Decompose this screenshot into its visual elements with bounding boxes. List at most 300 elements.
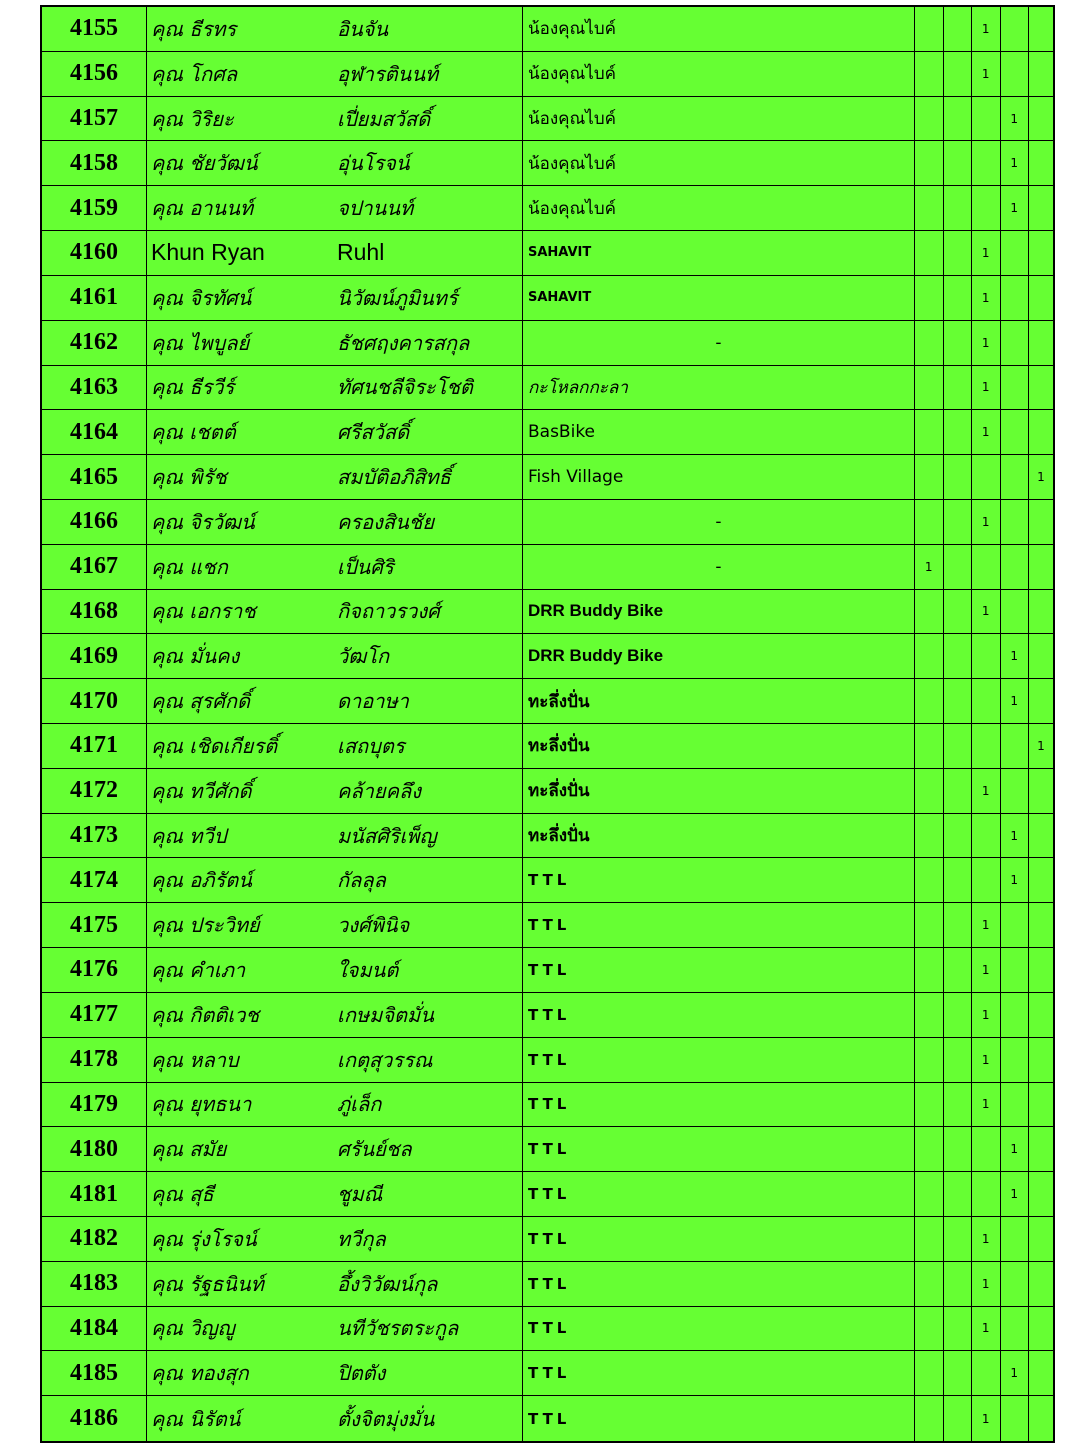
category-flag-5: [1029, 500, 1053, 544]
category-flag-3: [972, 545, 1001, 589]
category-flag-2: [944, 1217, 973, 1261]
runner-number: 4167: [42, 545, 147, 589]
category-flag-4: 1: [1001, 141, 1030, 185]
category-flag-2: [944, 590, 973, 634]
category-flag-1: [915, 1396, 944, 1441]
name-cell: [147, 500, 523, 544]
club-name: TTL: [523, 1396, 915, 1441]
runner-number: 4171: [42, 724, 147, 768]
runner-number: 4166: [42, 500, 147, 544]
table-row: [42, 545, 1053, 590]
category-flag-5: [1029, 231, 1053, 275]
club-name: น้องคุณไบค์: [523, 141, 915, 185]
runner-number: 4183: [42, 1262, 147, 1306]
category-flag-2: [944, 1172, 973, 1216]
last-name: วัฒโก: [337, 644, 390, 669]
last-name: คล้ายคลึง: [337, 778, 421, 803]
category-flag-4: [1001, 903, 1030, 947]
club-name: TTL: [523, 1038, 915, 1082]
category-flag-2: [944, 948, 973, 992]
name-cell: [147, 724, 523, 768]
runner-number: 4163: [42, 366, 147, 410]
club-name: น้องคุณไบค์: [523, 186, 915, 230]
runner-number: 4174: [42, 858, 147, 902]
first-name: คุณ ไพบูลย์: [151, 330, 250, 355]
category-flag-1: [915, 993, 944, 1037]
last-name: อุฬารตินนท์: [337, 61, 439, 86]
runner-number: 4159: [42, 186, 147, 230]
category-flag-4: [1001, 1262, 1030, 1306]
category-flag-5: [1029, 321, 1053, 365]
first-name: คุณ หลาบ: [151, 1047, 239, 1072]
category-flag-2: [944, 545, 973, 589]
category-flag-3: 1: [972, 410, 1001, 454]
name-cell: [147, 1083, 523, 1127]
category-flag-1: [915, 97, 944, 141]
last-name: กัลลุล: [337, 868, 386, 893]
first-name: คุณ ธีรทร: [151, 16, 237, 41]
runner-number: 4155: [42, 7, 147, 51]
category-flag-3: 1: [972, 276, 1001, 320]
club-name: -: [523, 321, 915, 365]
club-name: TTL: [523, 858, 915, 902]
last-name: ตั้งจิตมุ่งมั่น: [337, 1406, 435, 1431]
table-row: [42, 455, 1053, 500]
category-flag-4: 1: [1001, 634, 1030, 678]
category-flag-5: [1029, 1396, 1053, 1441]
category-flag-1: [915, 903, 944, 947]
category-flag-4: 1: [1001, 1127, 1030, 1171]
category-flag-5: [1029, 366, 1053, 410]
category-flag-1: [915, 366, 944, 410]
first-name: คุณ อานนท์: [151, 196, 254, 221]
last-name: กิจถาวรวงศ์: [337, 599, 440, 624]
club-name: TTL: [523, 1127, 915, 1171]
table-row: [42, 1307, 1053, 1352]
category-flag-5: 1: [1037, 470, 1045, 485]
runner-number: 4180: [42, 1127, 147, 1171]
category-flag-3: [972, 679, 1001, 723]
table-row: [42, 858, 1053, 903]
category-flag-5: [1029, 545, 1053, 589]
table-row: [42, 1083, 1053, 1128]
club-name: -: [523, 545, 915, 589]
runner-number: 4181: [42, 1172, 147, 1216]
club-name: -: [523, 500, 915, 544]
club-name: TTL: [523, 993, 915, 1037]
category-flag-2: [944, 410, 973, 454]
category-flag-3: 1: [972, 769, 1001, 813]
category-flag-5: [1029, 679, 1053, 723]
table-row: [42, 903, 1053, 948]
category-flag-3: 1: [972, 1083, 1001, 1127]
category-flag-4: [1001, 455, 1030, 499]
runner-number: 4176: [42, 948, 147, 992]
category-flag-1: [915, 276, 944, 320]
category-flag-1: [915, 1083, 944, 1127]
category-flag-5: 1: [1037, 738, 1045, 753]
first-name: คุณ รุ่งโรจน์: [151, 1226, 257, 1251]
category-flag-4: 1: [1001, 1351, 1030, 1395]
category-flag-3: [972, 141, 1001, 185]
category-flag-5: [1029, 903, 1053, 947]
runner-number: 4156: [42, 52, 147, 96]
category-flag-1: [915, 1127, 944, 1171]
category-flag-3: 1: [972, 1217, 1001, 1261]
category-flag-4: [1001, 321, 1030, 365]
category-flag-5: [1029, 590, 1053, 634]
name-cell: [147, 52, 523, 96]
category-flag-2: [944, 769, 973, 813]
first-name: คุณ สุธี: [151, 1182, 214, 1207]
club-name: TTL: [523, 1172, 915, 1216]
last-name: ภู่เล็ก: [337, 1092, 382, 1117]
table-row: [42, 500, 1053, 545]
name-cell: [147, 1262, 523, 1306]
first-name: คุณ เอกราช: [151, 599, 256, 624]
category-flag-3: 1: [972, 1038, 1001, 1082]
name-cell: [147, 1038, 523, 1082]
runner-number: 4164: [42, 410, 147, 454]
category-flag-2: [944, 276, 973, 320]
last-name: ชูมณี: [337, 1182, 383, 1207]
category-flag-3: 1: [972, 1307, 1001, 1351]
club-name: น้องคุณไบค์: [523, 7, 915, 51]
category-flag-2: [944, 679, 973, 723]
first-name: คุณ นิรัตน์: [151, 1406, 241, 1431]
first-name: คุณ วิริยะ: [151, 106, 234, 131]
category-flag-2: [944, 186, 973, 230]
category-flag-2: [944, 1038, 973, 1082]
category-flag-3: 1: [972, 1262, 1001, 1306]
table-row: [42, 1217, 1053, 1262]
category-flag-2: [944, 1307, 973, 1351]
category-flag-5: [1029, 634, 1053, 678]
category-flag-2: [944, 993, 973, 1037]
first-name: คุณ ยุทธนา: [151, 1092, 252, 1117]
name-cell: [147, 97, 523, 141]
category-flag-1: [915, 948, 944, 992]
table-row: [42, 1172, 1053, 1217]
runner-number: 4184: [42, 1307, 147, 1351]
runner-number: 4172: [42, 769, 147, 813]
category-flag-5: [1029, 410, 1053, 454]
category-flag-2: [944, 455, 973, 499]
runner-number: 4168: [42, 590, 147, 634]
category-flag-5: [1029, 97, 1053, 141]
last-name: อินจัน: [337, 16, 389, 41]
category-flag-3: 1: [972, 903, 1001, 947]
name-cell: [147, 321, 523, 365]
club-name: ทะลึ่งปั่น: [523, 769, 915, 813]
last-name: นทีวัชรตระกูล: [337, 1316, 459, 1341]
category-flag-2: [944, 231, 973, 275]
runner-number: 4160: [42, 231, 147, 275]
category-flag-1: [915, 141, 944, 185]
first-name: คุณ กิตติเวช: [151, 1002, 260, 1027]
category-flag-5: [1029, 858, 1053, 902]
category-flag-4: [1001, 1307, 1030, 1351]
table-row: [42, 231, 1053, 276]
last-name: จปานนท์: [337, 196, 414, 221]
category-flag-3: [972, 814, 1001, 858]
category-flag-5: [1029, 1262, 1053, 1306]
category-flag-3: 1: [972, 993, 1001, 1037]
first-name: คุณ จิรวัฒน์: [151, 509, 255, 534]
category-flag-2: [944, 321, 973, 365]
category-flag-3: [972, 455, 1001, 499]
first-name: คุณ จิรทัศน์: [151, 285, 252, 310]
last-name: เป็นศิริ: [337, 554, 394, 579]
category-flag-3: 1: [972, 321, 1001, 365]
name-cell: [147, 903, 523, 947]
category-flag-4: [1001, 993, 1030, 1037]
category-flag-4: [1001, 590, 1030, 634]
name-cell: [147, 545, 523, 589]
category-flag-4: [1001, 1396, 1030, 1441]
category-flag-2: [944, 141, 973, 185]
category-flag-4: [1001, 276, 1030, 320]
club-name: TTL: [523, 903, 915, 947]
category-flag-4: [1001, 52, 1030, 96]
category-flag-2: [944, 814, 973, 858]
category-flag-3: [972, 858, 1001, 902]
name-cell: [147, 366, 523, 410]
runner-number: 4170: [42, 679, 147, 723]
table-row: [42, 410, 1053, 455]
category-flag-4: [1001, 366, 1030, 410]
name-cell: [147, 1307, 523, 1351]
name-cell: [147, 141, 523, 185]
runner-number: 4178: [42, 1038, 147, 1082]
name-cell: [147, 1217, 523, 1261]
last-name: อึ้งวิวัฒน์กุล: [337, 1271, 438, 1296]
name-cell: [147, 634, 523, 678]
category-flag-4: 1: [1001, 1172, 1030, 1216]
name-cell: [147, 186, 523, 230]
table-row: [42, 814, 1053, 859]
runner-number: 4175: [42, 903, 147, 947]
category-flag-3: 1: [972, 231, 1001, 275]
table-row: [42, 1262, 1053, 1307]
name-cell: [147, 814, 523, 858]
category-flag-3: 1: [972, 366, 1001, 410]
registration-table: [40, 5, 1055, 1443]
category-flag-1: [915, 1217, 944, 1261]
category-flag-1: [915, 7, 944, 51]
category-flag-1: [915, 634, 944, 678]
runner-number: 4185: [42, 1351, 147, 1395]
name-cell: [147, 948, 523, 992]
name-cell: [147, 455, 523, 499]
last-name: มนัสศิริเพ็ญ: [337, 823, 437, 848]
first-name: คุณ สุรศักดิ์: [151, 689, 251, 714]
category-flag-5: [1029, 1127, 1053, 1171]
category-flag-2: [944, 1351, 973, 1395]
category-flag-4: 1: [1001, 858, 1030, 902]
table-row: [42, 97, 1053, 142]
club-name: TTL: [523, 1217, 915, 1261]
category-flag-1: 1: [915, 545, 944, 589]
category-flag-4: [1001, 545, 1030, 589]
category-flag-5: [1029, 186, 1053, 230]
category-flag-3: 1: [972, 948, 1001, 992]
name-cell: [147, 276, 523, 320]
first-name: คุณ โกศล: [151, 61, 238, 86]
club-name: TTL: [523, 1262, 915, 1306]
name-cell: [147, 590, 523, 634]
first-name: คุณ รัฐธนินท์: [151, 1271, 264, 1296]
category-flag-4: 1: [1001, 814, 1030, 858]
category-flag-3: 1: [972, 7, 1001, 51]
last-name: ใจมนต์: [337, 957, 399, 982]
category-flag-1: [915, 814, 944, 858]
last-name: สมบัติอภิสิทธิ์: [337, 465, 451, 490]
category-flag-1: [915, 858, 944, 902]
category-flag-5: [1029, 1307, 1053, 1351]
table-row: [42, 590, 1053, 635]
runner-number: 4186: [42, 1396, 147, 1441]
runner-number: 4165: [42, 455, 147, 499]
club-name: BasBike: [523, 410, 915, 454]
category-flag-4: 1: [1001, 97, 1030, 141]
club-name: TTL: [523, 1083, 915, 1127]
category-flag-4: [1001, 1083, 1030, 1127]
first-name: คุณ ทองสุก: [151, 1361, 249, 1386]
category-flag-3: [972, 1351, 1001, 1395]
club-name: Fish Village: [523, 455, 915, 499]
category-flag-4: [1001, 769, 1030, 813]
table-row: [42, 679, 1053, 724]
runner-number: 4179: [42, 1083, 147, 1127]
first-name: คุณ ชัยวัฒน์: [151, 151, 258, 176]
club-name: กะโหลกกะลา: [523, 366, 915, 410]
first-name: คุณ แชก: [151, 554, 228, 579]
name-cell: [147, 1351, 523, 1395]
table-row: [42, 366, 1053, 411]
last-name: ครองสินชัย: [337, 509, 435, 534]
first-name: คุณ ทวีศักดิ์: [151, 778, 252, 803]
category-flag-4: [1001, 948, 1030, 992]
first-name: Khun Ryan: [151, 239, 265, 266]
club-name: DRR Buddy Bike: [523, 590, 915, 634]
category-flag-1: [915, 590, 944, 634]
category-flag-5: [1029, 814, 1053, 858]
category-flag-1: [915, 52, 944, 96]
first-name: คุณ ประวิทย์: [151, 913, 260, 938]
category-flag-2: [944, 1262, 973, 1306]
runner-number: 4158: [42, 141, 147, 185]
club-name: น้องคุณไบค์: [523, 97, 915, 141]
last-name: อุ่นโรจน์: [337, 151, 410, 176]
table-row: [42, 1351, 1053, 1396]
category-flag-5: [1029, 7, 1053, 51]
first-name: คุณ มั่นคง: [151, 644, 240, 669]
runner-number: 4162: [42, 321, 147, 365]
last-name: ธัชศฤงคารสกุล: [337, 330, 470, 355]
table-row: [42, 724, 1053, 769]
first-name: คุณ ธีรวีร์: [151, 375, 235, 400]
category-flag-1: [915, 231, 944, 275]
club-name: DRR Buddy Bike: [523, 634, 915, 678]
first-name: คุณ สมัย: [151, 1137, 227, 1162]
last-name: นิวัฒน์ภูมินทร์: [337, 285, 458, 310]
category-flag-1: [915, 321, 944, 365]
last-name: ทวีกุล: [337, 1226, 386, 1251]
category-flag-1: [915, 1351, 944, 1395]
runner-number: 4161: [42, 276, 147, 320]
category-flag-3: [972, 634, 1001, 678]
first-name: คุณ คำเภา: [151, 957, 246, 982]
table-row: [42, 276, 1053, 321]
category-flag-1: [915, 500, 944, 544]
runner-number: 4173: [42, 814, 147, 858]
table-row: [42, 321, 1053, 366]
table-row: [42, 52, 1053, 97]
category-flag-3: 1: [972, 590, 1001, 634]
first-name: คุณ วิญญู: [151, 1316, 235, 1341]
category-flag-2: [944, 7, 973, 51]
club-name: SAHAVIT: [523, 231, 915, 275]
category-flag-5: [1029, 769, 1053, 813]
club-name: น้องคุณไบค์: [523, 52, 915, 96]
table-row: [42, 141, 1053, 186]
category-flag-1: [915, 410, 944, 454]
category-flag-2: [944, 1083, 973, 1127]
category-flag-5: [1029, 948, 1053, 992]
category-flag-4: 1: [1001, 186, 1030, 230]
category-flag-2: [944, 97, 973, 141]
last-name: เกตุสุวรรณ: [337, 1047, 433, 1072]
category-flag-1: [915, 1038, 944, 1082]
name-cell: [147, 1172, 523, 1216]
category-flag-3: [972, 724, 1001, 768]
first-name: คุณ อภิรัตน์: [151, 868, 252, 893]
category-flag-1: [915, 724, 944, 768]
category-flag-2: [944, 500, 973, 544]
category-flag-3: 1: [972, 52, 1001, 96]
category-flag-3: [972, 186, 1001, 230]
category-flag-4: [1001, 500, 1030, 544]
last-name: ศรันย์ชล: [337, 1137, 412, 1162]
club-name: TTL: [523, 1307, 915, 1351]
category-flag-3: [972, 97, 1001, 141]
category-flag-4: [1001, 231, 1030, 275]
category-flag-5: [1029, 52, 1053, 96]
club-name: ทะลึ่งปั่น: [523, 679, 915, 723]
table-row: [42, 948, 1053, 993]
category-flag-2: [944, 858, 973, 902]
category-flag-5: [1029, 1351, 1053, 1395]
first-name: คุณ เชตต์: [151, 420, 236, 445]
last-name: เสถบุตร: [337, 733, 405, 758]
club-name: ทะลึ่งปั่น: [523, 724, 915, 768]
name-cell: [147, 858, 523, 902]
category-flag-3: [972, 1172, 1001, 1216]
category-flag-4: [1001, 724, 1030, 768]
last-name: ดาอาษา: [337, 689, 409, 714]
category-flag-4: [1001, 410, 1030, 454]
table-row: [42, 1396, 1053, 1441]
runner-number: 4182: [42, 1217, 147, 1261]
name-cell: [147, 7, 523, 51]
category-flag-5: [1029, 1172, 1053, 1216]
name-cell: [147, 769, 523, 813]
last-name: ปิตตัง: [337, 1361, 386, 1386]
runner-number: 4157: [42, 97, 147, 141]
first-name: คุณ ทวีป: [151, 823, 227, 848]
category-flag-1: [915, 1307, 944, 1351]
